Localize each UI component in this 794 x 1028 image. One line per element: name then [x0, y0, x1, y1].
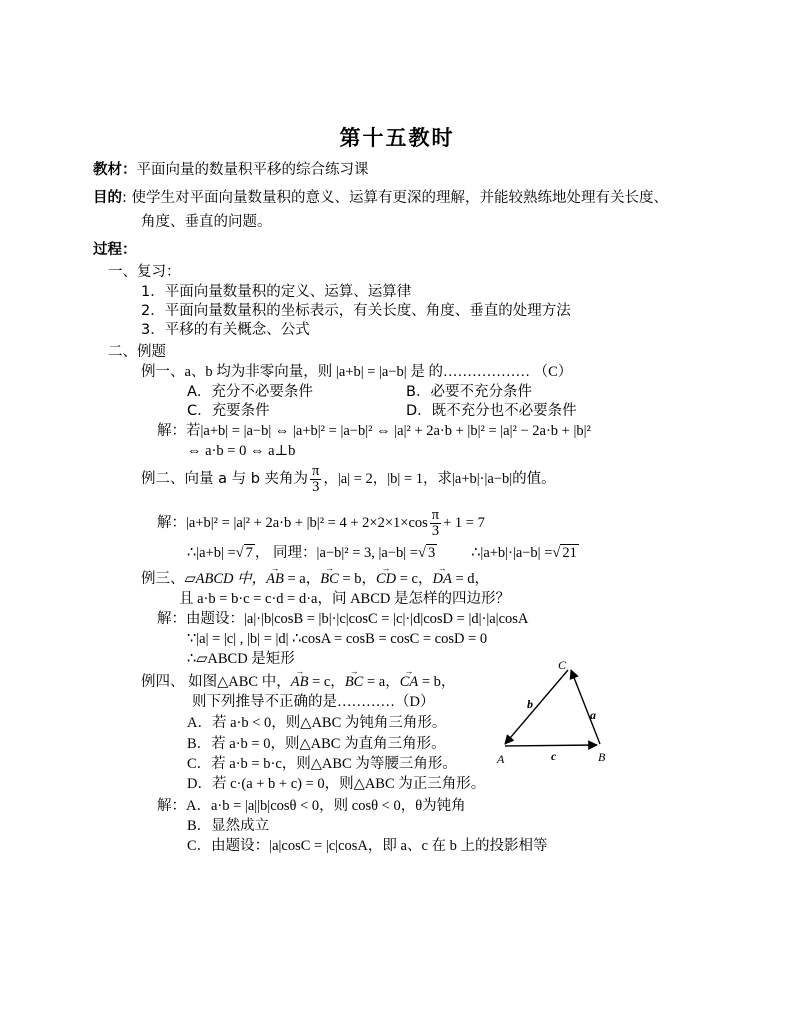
ex1-option-a: A．充分不必要条件	[187, 384, 313, 400]
vertex-b-label: B	[598, 750, 606, 764]
vector-cd: → CD	[376, 569, 396, 589]
ex2-result-pre: ∴|a+b| =	[187, 545, 236, 561]
ex4-option-b: B．若 a·b = 0，则△ABC 为直角三角形。	[187, 736, 446, 752]
ex2-sol-fraction	[430, 508, 441, 539]
ex4-solution-2: B．显然成立	[187, 818, 270, 834]
ex2-result-mid: ， 同理：|a−b|² = 3, |a−b| =	[254, 545, 418, 561]
mudi-label: 目的	[93, 190, 122, 206]
guocheng-heading: 过程：	[93, 242, 137, 258]
ex3-solution-2: ∵|a| = |c| , |b| = |d| ∴cosA = cosB = cosC = cosD = 0	[187, 631, 488, 647]
vector-ab: → AB	[266, 569, 284, 589]
mudi-line-2: 角度、垂直的问题。	[141, 214, 272, 230]
ex4-eq-2: = a，	[363, 674, 400, 690]
review-heading: 一、复习：	[108, 264, 181, 280]
ex4-option-d: D．若 c·(a + b + c) = 0，则△ABC 为正三角形。	[187, 776, 486, 792]
vertex-a-label: A	[497, 752, 505, 766]
ex3-stem-2: 且 a·b = b·c = c·d = d·a，问 ABCD 是怎样的四边形？	[179, 591, 510, 607]
ex4-eq-1: = c，	[308, 674, 345, 690]
ex1-solution-1: 解：若|a+b| = |a−b| ⇔ |a+b|² = |a−b|² ⇔ |a|² + 2a·b + |b|² = |a|² − 2a·b + |b|²	[157, 423, 591, 439]
ex2-stem	[141, 462, 556, 496]
sqrt-7: 7	[245, 545, 253, 561]
ex1-option-b: B．必要不充分条件	[406, 384, 532, 400]
ex4-stem-1	[141, 672, 455, 692]
ex1-stem	[141, 362, 572, 382]
ex1-option-d: D．既不充分也不必要条件	[406, 403, 577, 419]
ex1-solution-2: ⇔ a·b = 0 ⇔ a⊥b	[187, 443, 296, 459]
jiaocai-text: 平面向量的数量积平移的综合练习课	[136, 162, 369, 178]
sqrt-21: 21	[562, 545, 577, 561]
ex3-solution-1: 解：由题设：|a|·|b|cosB = |b|·|c|cosC = |c|·|d|cosD = |d|·|a|cosA	[157, 611, 529, 627]
ex2-angle-fraction	[310, 464, 321, 495]
vertex-c-label: C	[558, 658, 567, 672]
ex1-question: a、b 均为非零向量，则 |a+b| = |a−b| 是 的……………… （C）	[184, 364, 573, 380]
mudi-line-1	[93, 188, 668, 208]
ex4-stem-2: 则下列推导不正确的是…………（D）	[192, 694, 435, 710]
ex2-result-mid2: ∴|a+b|·|a−b| =	[471, 545, 553, 561]
side-a-arrow	[571, 670, 600, 744]
vector-ca: → CA	[400, 672, 419, 692]
ex4-option-c: C．若 a·b = b·c，则△ABC 为等腰三角形。	[187, 756, 457, 772]
ex4-option-a: A．若 a·b < 0，则△ABC 为钝角三角形。	[187, 715, 447, 731]
ex2-solution-2: ∴|a+b| =√ 7 ， 同理：|a−b|² = 3, |a−b| =√ 3 ∴|a+b|·|a−b| =√ 21	[187, 545, 577, 561]
vector-ab: → AB	[291, 672, 309, 692]
ex2-post: ，|a| = 2，|b| = 1，求|a+b|·|a−b|的值。	[323, 471, 556, 487]
ex4-label: 例四、 如图△ABC 中，	[141, 674, 291, 690]
review-item: 1．平面向量数量积的定义、运算、运算律	[141, 284, 412, 300]
ex2-solution-1	[157, 506, 485, 540]
ex4-solution-3: C．由题设：|a|cosC = |c|cosA，即 a、c 在 b 上的投影相等	[187, 838, 548, 854]
jiaocai-label: 教材：	[93, 162, 137, 178]
ex3-text: ABCD 中，	[195, 571, 267, 587]
vector-bc: → BC	[320, 569, 339, 589]
ex2-sol-pre: 解：|a+b|² = |a|² + 2a·b + |b|² = 4 + 2×2×1×cos	[157, 515, 428, 531]
ex3-therefore: ∴	[187, 651, 197, 667]
ex1-option-c: C．充要条件	[187, 403, 270, 419]
fraction-denominator: 3	[312, 478, 320, 495]
ex3-conclusion: ABCD 是矩形	[207, 651, 295, 667]
fraction-numerator: π	[312, 462, 320, 479]
ex3-eq-3: = c，	[396, 571, 433, 587]
fraction-numerator: π	[431, 507, 440, 524]
side-c-label: c	[551, 749, 557, 763]
mudi-text-1: : 使学生对平面向量数量积的意义、运算有更深的理解，并能较熟练地处理有关长度、	[122, 190, 668, 206]
page-title: 第十五教时	[339, 125, 455, 150]
ex3-eq-1: = a，	[283, 571, 321, 587]
ex3-eq-4: = d，	[451, 571, 490, 587]
fraction-denominator: 3	[431, 523, 440, 540]
sqrt-3: 3	[427, 545, 436, 561]
ex3-eq-2: = b，	[338, 571, 376, 587]
ex1-label: 例一、	[141, 364, 185, 380]
side-c-arrow	[505, 745, 597, 746]
ex3-solution-3	[187, 649, 295, 669]
side-b-arrow	[505, 670, 568, 744]
review-item: 2．平面向量数量积的坐标表示，有关长度、角度、垂直的处理方法	[141, 303, 571, 319]
ex2-pre: 例二、向量 a 与 b 夹角为	[141, 471, 309, 487]
ex4-solution-1: 解：A．a·b = |a||b|cosθ < 0，则 cosθ < 0，θ为钝角	[157, 798, 466, 814]
ex3-stem-1	[141, 569, 489, 589]
ex3-label: 例三、	[141, 571, 185, 587]
jiaocai-line	[93, 160, 369, 180]
triangle-figure	[490, 655, 620, 770]
parallelogram-icon: ▱	[184, 571, 196, 587]
examples-heading: 二、例题	[108, 344, 166, 360]
ex4-eq-3: = b，	[418, 674, 456, 690]
ex2-sol-post: + 1 = 7	[443, 515, 485, 531]
side-a-label: a	[590, 708, 596, 722]
vector-da: → DA	[432, 569, 451, 589]
review-item: 3．平移的有关概念、公式	[141, 322, 310, 338]
side-b-label: b	[527, 697, 533, 711]
parallelogram-icon: ▱	[196, 651, 208, 667]
vector-bc: → BC	[345, 672, 364, 692]
